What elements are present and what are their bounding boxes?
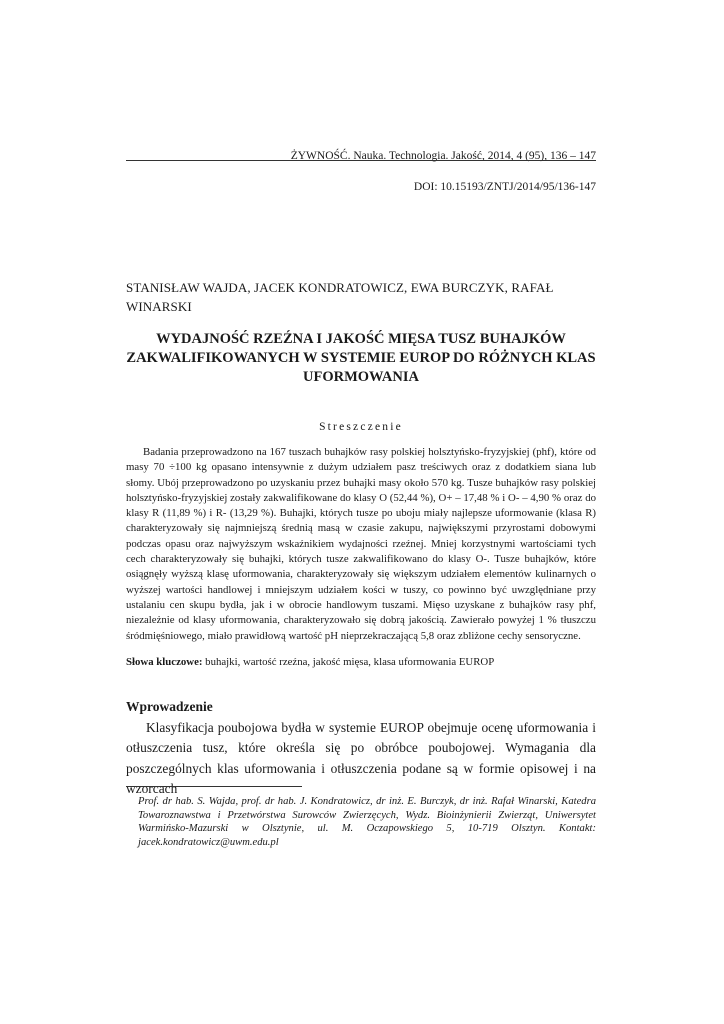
introduction-text: Klasyfikacja poubojowa bydła w systemie EUROP obejmuje ocenę uformowania i otłuszczenia tusz, które określa się po obróbce poubojowej. Wymagania dla poszczególnych klas uformowania i otłuszczenia podane są w formie opisowej i na wzorcach [126, 720, 596, 796]
journal-citation: ŻYWNOŚĆ. Nauka. Technologia. Jakość, 2014, 4 (95), 136 – 147 [290, 150, 596, 162]
authors: STANISŁAW WAJDA, JACEK KONDRATOWICZ, EWA BURCZYK, RAFAŁ WINARSKI [126, 280, 554, 314]
header-rule [126, 160, 596, 161]
abstract-heading: Streszczenie [319, 421, 403, 433]
author-affiliation-footnote: Prof. dr hab. S. Wajda, prof. dr hab. J. Kondratowicz, dr inż. E. Burczyk, dr inż. Rafał Winarski, Katedra Towaroznawstwa i Przetwórstwa Surowców Zwierzęcych, Wydz. Bioinżynierii Zwierząt, Uniwersytet Warmińsko-Mazurski w Olsztynie, ul. M. Oczapowskiego 5, 10-719 Olsztyn. Kontakt: jacek.kondratowicz@uwm.edu.pl [138, 796, 596, 848]
doi: DOI: 10.15193/ZNTJ/2014/95/136-147 [413, 181, 596, 193]
keywords-text: buhajki, wartość rzeźna, jakość mięsa, klasa uformowania EUROP [202, 656, 495, 668]
footnote-rule [126, 786, 302, 787]
keywords-label: Słowa kluczowe: [126, 656, 203, 668]
paper-title: WYDAJNOŚĆ RZEŹNA I JAKOŚĆ MIĘSA TUSZ BUHAJKÓW ZAKWALIFIKOWANYCH W SYSTEMIE EUROP DO RÓŻNYCH KLAS UFORMOWANIA [126, 331, 596, 385]
abstract-text: Badania przeprowadzono na 167 tuszach buhajków rasy polskiej holsztyńsko-fryzyjskiej (phf), które od masy 70 ÷100 kg opasano intensywnie z dużym udziałem pasz treściwych oraz z dodatkiem siana lub słomy. Ubój przeprowadzono po uzyskaniu przez buhajki masy około 570 kg. Tusze buhajków rasy polskiej holsztyńsko-fryzyjskiej zostały zakwalifikowane do klasy O (52,44 %), O+ – 17,48 % i O- – 4,90 % oraz do klasy R (11,89 %) i R- (13,29 %). Buhajki, których tusze po uboju miały najlepsze uformowanie (klasa R) charakteryzowały się najmniejszą średnią masą w czasie zakupu, największymi przyrostami dobowymi podczas opasu oraz najwyższym wskaźnikiem wydajności rzeźnej. Mniej korzystnymi wartościami tych cech charakteryzowały się buhajki, których tusze zakwalifikowano do klasy O-. Tusze buhajków, które osiągnęły wyższą klasę uformowania, charakteryzowały się większym udziałem elementów kulinarnych o wyższej wartości handlowej i mniejszym udziałem kości w tuszy, co powinno być uwzględniane przy ustalaniu cen skupu bydła, jak i w obrocie handlowym tuszami. Mięso uzyskane z buhajków rasy phf, niezależnie od klasy uformowania, charakteryzowało się dobrą jakością. Zawierało powyżej 1 % tłuszczu śródmięśniowego, miało prawidłową wartość pH nieprzekraczającą 5,8 oraz zbliżone cechy sensoryczne. [126, 446, 596, 642]
keywords [126, 655, 596, 670]
section-heading-introduction: Wprowadzenie [126, 699, 213, 714]
